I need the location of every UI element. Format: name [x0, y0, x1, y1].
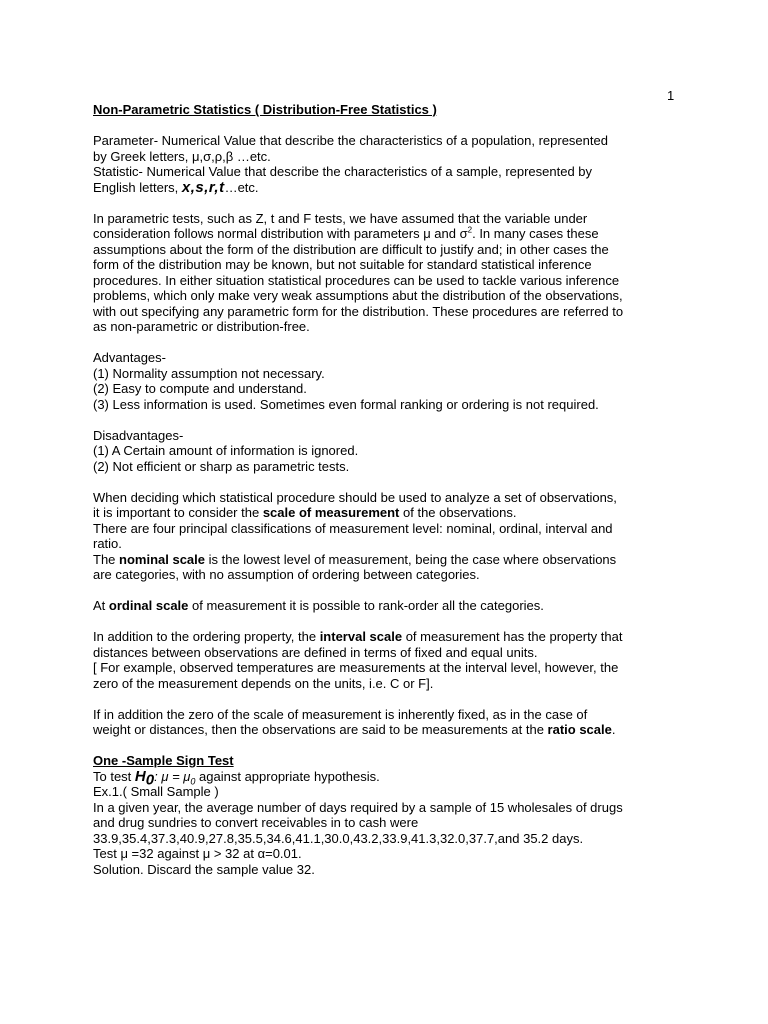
hypothesis-line [93, 767, 683, 789]
parametric-paragraph-line: with out specifying any parametric form for the distribution. These procedures are referred to [93, 303, 624, 319]
nominal-scale-line-2: are categories, with no assumption of ordering between categories. [93, 567, 480, 582]
document-title: Non-Parametric Statistics ( Distribution-Free Statistics ) [93, 102, 437, 117]
example-label: Ex.1.( Small Sample ) [93, 784, 219, 799]
sign-test-heading: One -Sample Sign Test [93, 753, 234, 768]
interval-suffix: of measurement has the property that [402, 629, 623, 644]
interval-scale-line-4: zero of the measurement depends on the units, i.e. C or F]. [93, 675, 434, 691]
interval-scale-term: interval scale [319, 629, 403, 644]
scale-paragraph-line-3: There are four principal classifications of measurement level: nominal, ordinal, interval and [93, 520, 613, 536]
mu-zero-subscript: 0 [190, 776, 196, 787]
advantages-heading: Advantages- [93, 350, 166, 365]
document-body [93, 102, 683, 877]
ratio-scale-line-2 [93, 722, 683, 738]
ordinal-suffix: of measurement it is possible to rank-order all the categories. [188, 598, 544, 613]
scale-line-suffix: of the observations. [399, 505, 517, 520]
ratio-suffix: . [611, 722, 616, 737]
parametric-paragraph-line: form of the distribution may be known, but not suitable for standard statistical inference [93, 257, 592, 272]
example-line: In a given year, the average number of days required by a sample of 15 wholesales of drugs [93, 799, 623, 815]
nominal-scale-term: nominal scale [119, 551, 205, 567]
statistic-line-prefix: English letters, [93, 179, 182, 195]
ordinal-prefix: At [93, 598, 109, 613]
parameter-definition-line-1: Parameter- Numerical Value that describe the characteristics of a population, represented [93, 133, 608, 148]
parametric-paragraph-line: assumptions about the form of the distribution are difficult to justify and; in other cases the [93, 241, 609, 257]
null-hypothesis-subscript: 0 [145, 771, 155, 789]
parametric-line-prefix: consideration follows normal distribution with parameters μ and σ [93, 226, 468, 241]
hypothesis-prefix: To test [93, 768, 135, 784]
parametric-paragraph-line-1: In parametric tests, such as Z, t and F tests, we have assumed that the variable under [93, 210, 588, 226]
advantage-item: (1) Normality assumption not necessary. [93, 365, 325, 381]
nominal-scale-line-1 [93, 552, 683, 568]
example-line: and drug sundries to convert receivables in to cash were [93, 815, 419, 830]
statistic-definition-line-2 [93, 180, 683, 196]
parametric-paragraph-line: problems, which only make very weak assumptions abut the distribution of the observations, [93, 288, 623, 303]
parameter-definition-line-2: by Greek letters, μ,σ,ρ,β …etc. [93, 148, 271, 164]
parametric-paragraph-line: procedures. In either situation statistical procedures can be used to tackle various inference [93, 272, 620, 288]
interval-scale-line-3: [ For example, observed temperatures are measurements at the interval level, however, the [93, 660, 619, 675]
advantage-item: (3) Less information is used. Sometimes even formal ranking or ordering is not required. [93, 396, 599, 412]
ratio-prefix: weight or distances, then the observations are said to be measurements at the [93, 722, 548, 737]
disadvantage-item: (2) Not efficient or sharp as parametric tests. [93, 458, 350, 474]
nominal-suffix: is the lowest level of measurement, being the case where observations [205, 551, 617, 567]
scale-paragraph-line-2 [93, 505, 683, 521]
advantage-item: (2) Easy to compute and understand. [93, 381, 307, 396]
nominal-prefix: The [93, 551, 120, 567]
scale-of-measurement-term: scale of measurement [262, 505, 400, 520]
ratio-scale-term: ratio scale [547, 722, 612, 737]
sigma-squared-superscript: 2 [467, 225, 473, 235]
interval-scale-line-2: distances between observations are defined in terms of fixed and equal units. [93, 644, 538, 660]
ordinal-scale-paragraph [93, 598, 683, 614]
scale-paragraph-line-1: When deciding which statistical procedure should be used to analyze a set of observations, [93, 489, 617, 505]
ordinal-scale-term: ordinal scale [108, 598, 189, 613]
scale-line-prefix: it is important to consider the [93, 505, 263, 520]
interval-scale-line-1 [93, 629, 683, 645]
statistic-line-suffix: …etc. [224, 179, 259, 195]
ratio-scale-line-1: If in addition the zero of the scale of measurement is inherently fixed, as in the case of [93, 706, 588, 722]
disadvantage-item: (1) A Certain amount of information is ignored. [93, 443, 359, 458]
interval-prefix: In addition to the ordering property, the [93, 629, 320, 644]
parametric-paragraph-line: as non-parametric or distribution-free. [93, 319, 310, 334]
parametric-line-suffix: . In many cases these [472, 226, 599, 241]
hypothesis-suffix: against appropriate hypothesis. [195, 768, 380, 784]
sample-values-line: 33.9,35.4,37.3,40.9,27.8,35.5,34.6,41.1,30.0,43.2,33.9,41.3,32.0,37.7,and 35.2 days. [93, 830, 584, 846]
null-hypothesis-symbol: H [134, 767, 146, 785]
hypothesis-expression: : μ = μ [154, 768, 191, 784]
disadvantages-heading: Disadvantages- [93, 427, 184, 443]
solution-line: Solution. Discard the sample value 32. [93, 861, 315, 877]
test-statement-line: Test μ =32 against μ > 32 at α=0.01. [93, 846, 302, 861]
page-number: 1 [667, 88, 675, 103]
english-letter-symbols: x,s,r,t [181, 178, 225, 196]
statistic-definition-line-1: Statistic- Numerical Value that describe the characteristics of a sample, represented by [93, 164, 593, 179]
parametric-paragraph-line-2 [93, 226, 683, 242]
scale-paragraph-line-4: ratio. [93, 536, 122, 551]
